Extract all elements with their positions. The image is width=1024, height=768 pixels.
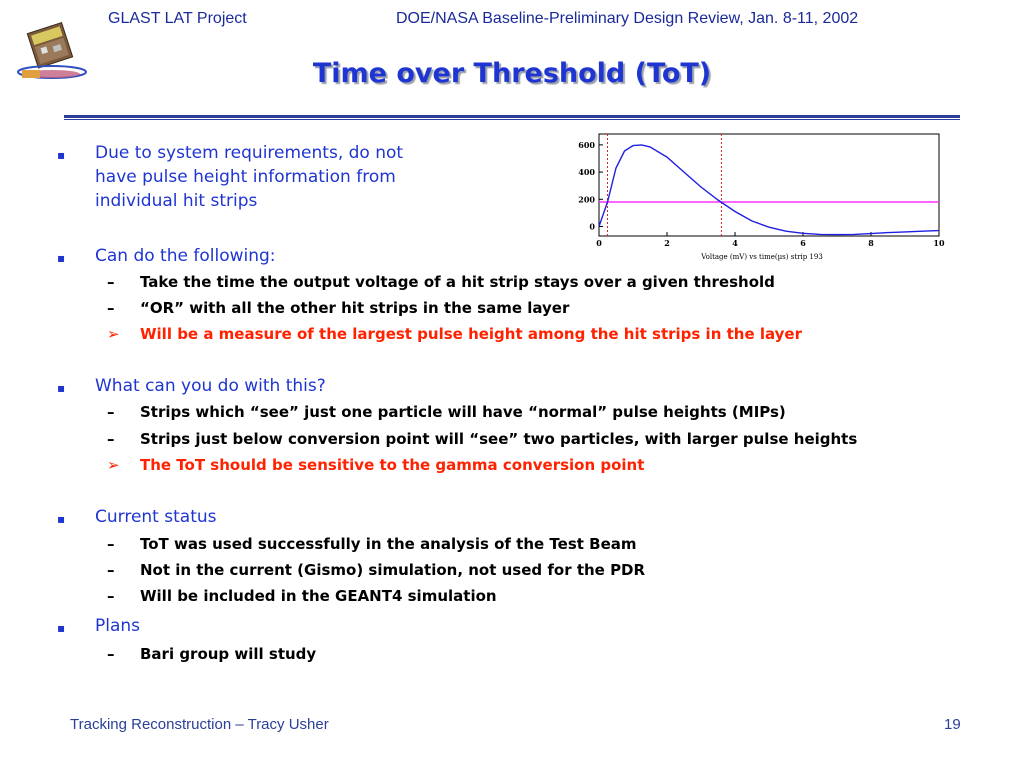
- chart-title: Voltage (mV) vs time(µs) strip 193: [701, 253, 823, 261]
- title-rule-thin: [64, 119, 960, 120]
- x-tick-label: 8: [868, 238, 874, 248]
- x-tick-label: 6: [800, 238, 806, 248]
- dash-marker: –: [107, 645, 115, 663]
- header-review: DOE/NASA Baseline-Preliminary Design Review, Jan. 8-11, 2002: [396, 10, 859, 27]
- sub-bullet-text: Strips which “see” just one particle will have “normal” pulse heights (MIPs): [140, 403, 786, 421]
- dash-marker: –: [107, 273, 115, 291]
- y-tick-label: 0: [589, 221, 595, 232]
- x-tick-label: 4: [732, 238, 738, 248]
- header-project: GLAST LAT Project: [108, 10, 247, 27]
- y-tick-label: 600: [578, 139, 595, 150]
- bullet-marker: ▪: [57, 621, 66, 635]
- sub-bullet-text: The ToT should be sensitive to the gamma conversion point: [140, 456, 645, 474]
- series-line: [599, 145, 939, 235]
- sub-bullet-text: “OR” with all the other hit strips in the same layer: [140, 299, 570, 317]
- dash-marker: –: [107, 587, 115, 605]
- footer-author: Tracking Reconstruction – Tracy Usher: [70, 716, 329, 733]
- arrow-bullet-icon: ➢: [107, 325, 120, 343]
- x-tick-label: 2: [664, 238, 670, 248]
- bullet-text: individual hit strips: [95, 191, 258, 211]
- arrow-bullet-icon: ➢: [107, 456, 120, 474]
- sub-bullet-text: Bari group will study: [140, 645, 317, 663]
- tot-voltage-chart: [562, 128, 950, 270]
- bullet-text: What can you do with this?: [95, 376, 326, 396]
- bullet-text: Current status: [95, 507, 217, 527]
- dash-marker: –: [107, 535, 115, 553]
- dash-marker: –: [107, 299, 115, 317]
- x-tick-label: 0: [596, 238, 602, 248]
- sub-bullet-text: ToT was used successfully in the analysis of the Test Beam: [140, 535, 637, 553]
- y-tick-label: 400: [578, 167, 595, 178]
- sub-bullet-text: Strips just below conversion point will “see” two particles, with larger pulse heights: [140, 430, 858, 448]
- bullet-marker: ▪: [57, 251, 66, 265]
- bullet-text: Due to system requirements, do not: [95, 143, 404, 163]
- slide-title: Time over Threshold (ToT): [312, 58, 712, 89]
- dash-marker: –: [107, 561, 115, 579]
- bullet-text: have pulse height information from: [95, 167, 396, 187]
- page-number: 19: [944, 716, 961, 733]
- bullet-text: Can do the following:: [95, 246, 276, 266]
- bullet-text: Plans: [95, 616, 141, 636]
- y-tick-label: 200: [578, 194, 595, 205]
- x-tick-label: 10: [933, 238, 945, 248]
- sub-bullet-text: Take the time the output voltage of a hit strip stays over a given threshold: [140, 273, 775, 291]
- dash-marker: –: [107, 403, 115, 421]
- bullet-marker: ▪: [57, 512, 66, 526]
- sub-bullet-text: Not in the current (Gismo) simulation, not used for the PDR: [140, 561, 646, 579]
- bullet-marker: ▪: [57, 148, 66, 162]
- sub-bullet-text: Will be a measure of the largest pulse height among the hit strips in the layer: [140, 325, 802, 343]
- plot-frame: [599, 134, 939, 236]
- bullet-marker: ▪: [57, 381, 66, 395]
- sub-bullet-text: Will be included in the GEANT4 simulation: [140, 587, 497, 605]
- dash-marker: –: [107, 430, 115, 448]
- title-rule: [64, 115, 960, 118]
